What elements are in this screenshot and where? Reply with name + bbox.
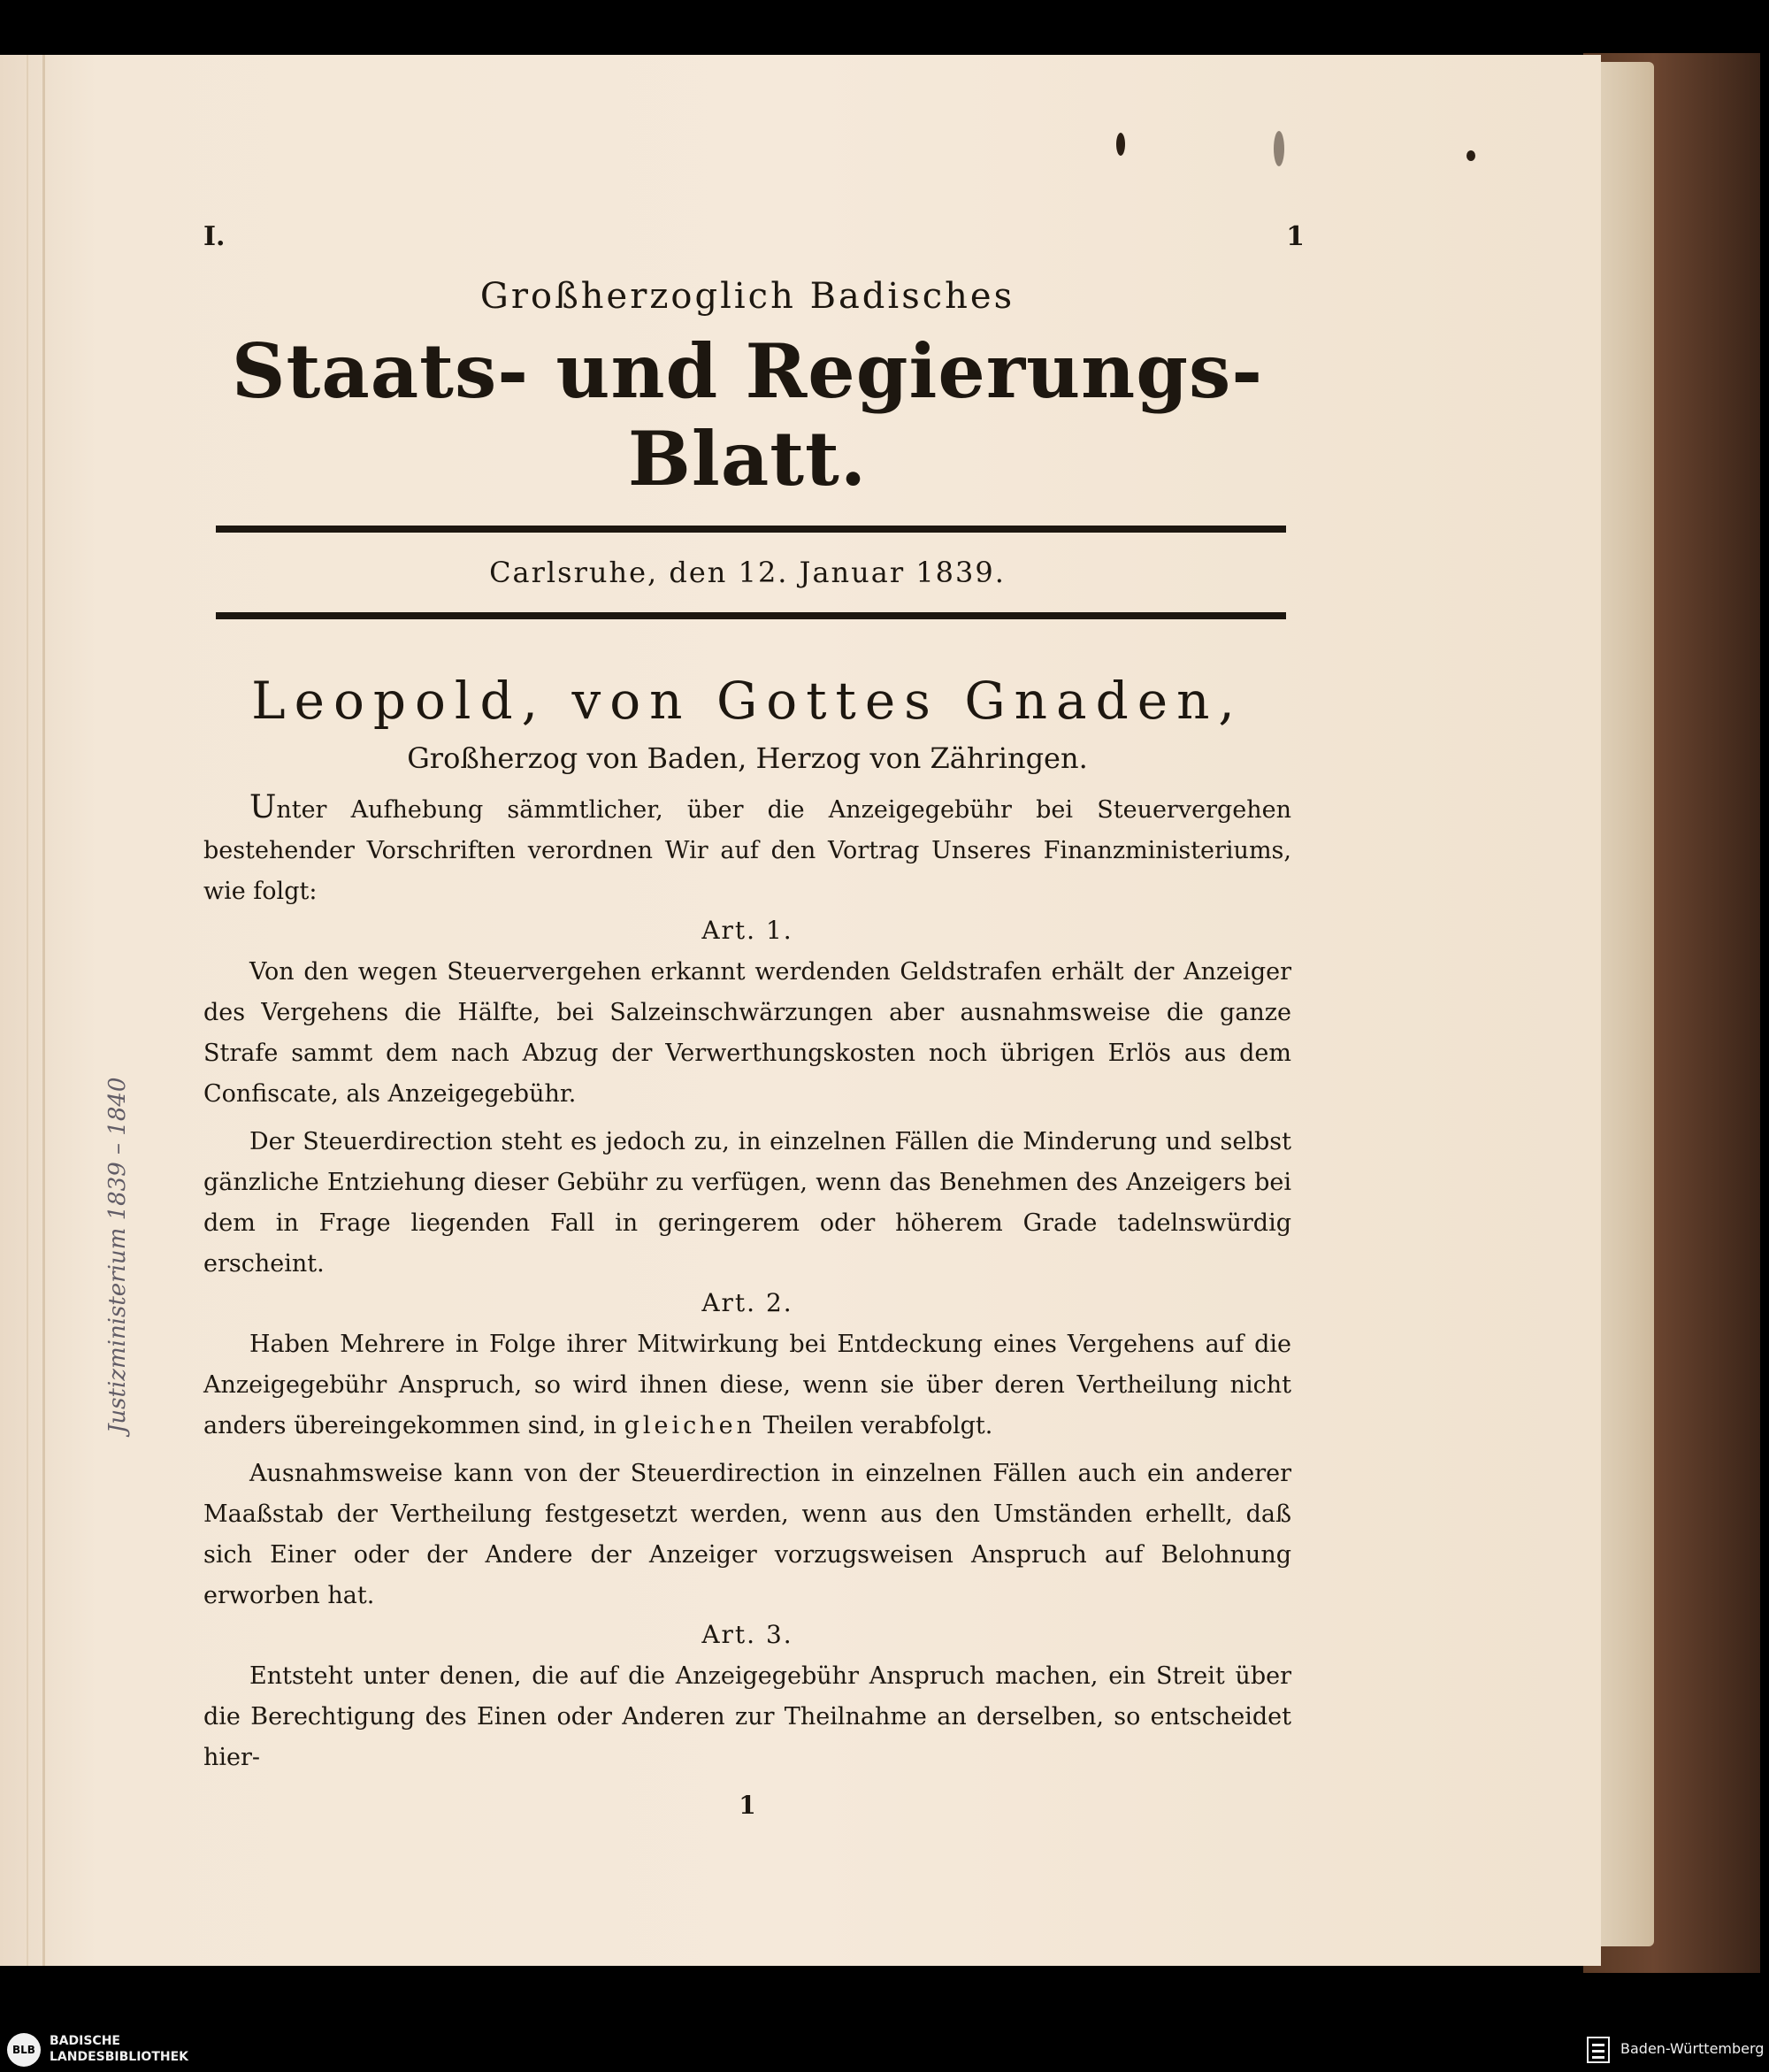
blb-logo[interactable]: BLB: [7, 2033, 41, 2067]
gutter-line-2: [27, 55, 28, 1966]
article-1-heading: Art. 1.: [701, 916, 793, 945]
ink-speck: [1467, 150, 1475, 161]
library-name-line-1: BADISCHE: [50, 2034, 120, 2048]
article-2-heading: Art. 2.: [701, 1288, 793, 1317]
library-name-line-2: LANDESBIBLIOTHEK: [50, 2050, 189, 2064]
publication-subtitle: Großherzoglich Badisches: [479, 276, 1015, 317]
intro-paragraph: [203, 787, 1291, 912]
date-line: Carlsruhe, den 12. Januar 1839.: [489, 556, 1006, 589]
article-2-spaced-word: gleichen: [624, 1412, 756, 1439]
signature-mark: 1: [739, 1791, 756, 1820]
stain-mark: [1274, 131, 1284, 166]
state-name[interactable]: Baden-Württemberg: [1620, 2040, 1765, 2057]
article-2-paragraph-2: Ausnahmsweise kann von der Steuerdirection in einzelnen Fällen auch ein anderer Maaßstab der Vertheilung festgesetzt werden, wenn aus den Umständen erhellt, daß sich Einer oder der Andere der Anzeiger vorzugsweisen Anspruch auf Belohnung erworben hat.: [203, 1460, 1291, 1609]
page-number: 1: [1286, 221, 1305, 252]
header-rule-bottom: [216, 612, 1286, 619]
header-rule-top: [216, 526, 1286, 533]
article-2-text-a: Haben Mehrere in Folge ihrer Mitwirkung bei Entdeckung eines Vergehens auf die Anzeigegebühr Anspruch, so wird ihnen diese, wenn sie über deren Vertheilung nicht anders übereingekommen sind, in: [203, 1331, 1291, 1439]
library-name[interactable]: [50, 2033, 188, 2065]
viewer-footer-bar: [0, 2028, 1769, 2072]
gutter-line: [42, 55, 45, 1966]
article-3-heading: Art. 3.: [701, 1620, 793, 1649]
intro-text: nter Aufhebung sämmtlicher, über die Anzeigegebühr bei Steuervergehen bestehender Vorschriften verordnen Wir auf den Vortrag Unseres Finanzministeriums, wie folgt:: [203, 796, 1291, 905]
ruler-title: Leopold, von Gottes Gnaden,: [251, 671, 1244, 731]
article-1-paragraph-1: Von den wegen Steuervergehen erkannt werdenden Geldstrafen erhält der Anzeiger des Vergehens die Hälfte, bei Salzeinschwärzungen aber ausnahmsweise die ganze Strafe sammt dem nach Abzug der Verwerthungskosten noch übrigen Erlös aus dem Confiscate, als Anzeigegebühr.: [203, 958, 1291, 1108]
publication-title: Staats- und Regierungs-Blatt.: [231, 327, 1264, 503]
ruler-subtitle: Großherzog von Baden, Herzog von Zähringen.: [407, 741, 1088, 775]
ink-speck: [1116, 133, 1125, 156]
baden-wuerttemberg-crest-icon[interactable]: [1587, 2037, 1610, 2063]
article-2-text-b: Theilen verabfolgt.: [755, 1412, 993, 1439]
article-3-paragraph-1: Entsteht unter denen, die auf die Anzeigegebühr Anspruch machen, ein Streit über die Berechtigung des Einen oder Anderen zur Theilnahme an derselben, so entscheidet hier-: [203, 1662, 1291, 1771]
page-header-row: [203, 221, 1305, 257]
article-1-paragraph-2: Der Steuerdirection steht es jedoch zu, in einzelnen Fällen die Minderung und selbst gänzliche Entziehung dieser Gebühr zu verfügen, wenn das Benehmen des Anzeigers bei dem in Frage liegenden Fall in geringerem oder höherem Grade tadelnswürdig erscheint.: [203, 1128, 1291, 1278]
intro-drop-letter: U: [249, 789, 277, 825]
page-content: [203, 221, 1305, 1820]
volume-number: I.: [203, 221, 226, 252]
article-2-paragraph-1: [203, 1324, 1291, 1447]
handwritten-margin-note: Justizministerium 1839 – 1840: [104, 1077, 131, 1433]
